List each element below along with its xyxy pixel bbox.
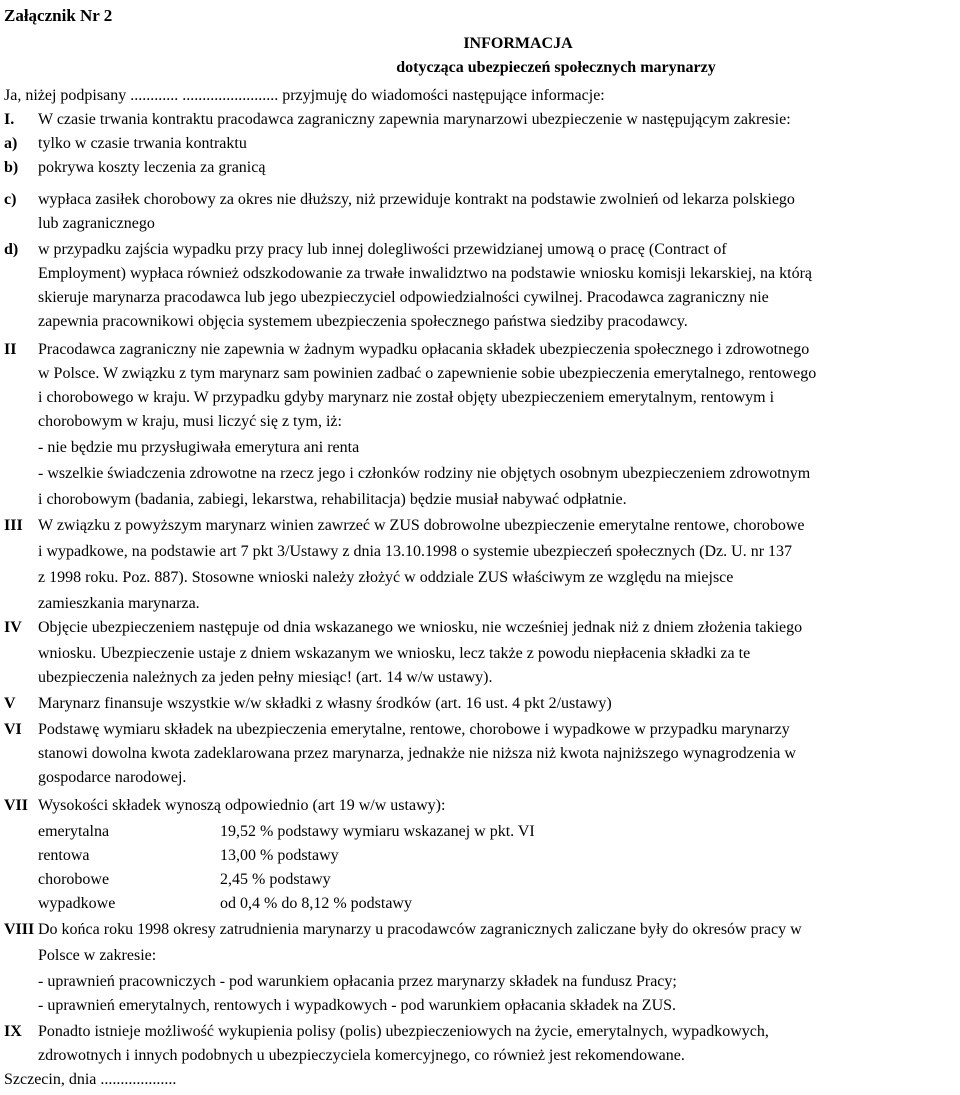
section-3-line-4: zamieszkania marynarza. bbox=[38, 595, 200, 612]
item-a-text: tylko w czasie trwania kontraktu bbox=[38, 135, 247, 152]
section-6-line-1: Podstawę wymiaru składek na ubezpieczenia emerytalne, rentowe, chorobowe i wypadkowe w przypadku marynarzy bbox=[38, 721, 790, 738]
section-8-line-1: Do końca roku 1998 okresy zatrudnienia marynarzy u pracodawców zagranicznych zaliczane były do okresów pracy w bbox=[38, 921, 802, 938]
item-c-line-1: wypłaca zasiłek chorobowy za okres nie dłuższy, niż przewiduje kontrakt na podstawie zwolnień od lekarza polskiego bbox=[38, 191, 795, 208]
item-d-line-1: w przypadku zajścia wypadku przy pracy lub innej dolegliwości przewidzianej umową o pracę (Contract of bbox=[38, 241, 727, 258]
section-9-line-1: Ponadto istnieje możliwość wykupienia polisy (polis) ubezpieczeniowych na życie, emerytalnych, wypadkowych, bbox=[38, 1023, 769, 1040]
item-d-line-4: zapewnia pracownikowi objęcia systemem ubezpieczenia społecznego państwa siedziby pracodawcy. bbox=[38, 313, 688, 330]
annex-label: Załącznik Nr 2 bbox=[4, 6, 113, 25]
section-8-line-3: - uprawnień pracowniczych - pod warunkiem opłacania przez marynarzy składek na fundusz Pracy; bbox=[38, 973, 677, 990]
section-2-line-3: i chorobowego w kraju. W przypadku gdyby marynarz nie został objęty ubezpieczeniem emerytalnym, rentowym i bbox=[38, 389, 775, 406]
section-8-line-4: - uprawnień emerytalnych, rentowych i wypadkowych - pod warunkiem opłacania składek na ZUS. bbox=[38, 997, 677, 1014]
section-8-number: VIII bbox=[4, 921, 35, 938]
section-9-number: IX bbox=[4, 1023, 22, 1040]
item-a-letter: a) bbox=[4, 135, 18, 152]
section-6-number: VI bbox=[4, 721, 22, 738]
item-d-line-3: skieruje marynarza pracodawca lub jego ubezpieczyciel odpowiedzialności cywilnej. Pracodawca zagraniczny nie bbox=[38, 289, 769, 306]
section-5-number: V bbox=[4, 695, 16, 712]
item-b-text: pokrywa koszty leczenia za granicą bbox=[38, 159, 266, 176]
section-4-line-3: ubezpieczenia należnych za jeden pełny miesiąc! (art. 14 w/w ustawy). bbox=[38, 669, 493, 686]
item-d-line-2: Employment) wypłaca również odszkodowanie za trwałe inwalidztwo na podstawie wniosku komisji lekarskiej, na którą bbox=[38, 265, 813, 282]
section-8-line-2: Polsce w zakresie: bbox=[38, 947, 157, 964]
section-2-line-6: - wszelkie świadczenia zdrowotne na rzecz jego i członków rodziny nie objętych osobnym ubezpieczeniem zdrowotnym bbox=[38, 465, 811, 482]
rate-value-emerytalna: 19,52 % podstawy wymiaru wskazanej w pkt. VI bbox=[220, 823, 535, 840]
section-1-text: W czasie trwania kontraktu pracodawca zagraniczny zapewnia marynarzowi ubezpieczenie w następującym zakresie: bbox=[38, 111, 791, 128]
section-4-line-1: Objęcie ubezpieczeniem następuje od dnia wskazanego we wniosku, nie wcześniej jednak niż z dniem złożenia takiego bbox=[38, 619, 803, 636]
section-9-line-2: zdrowotnych i innych podobnych u ubezpieczyciela komercyjnego, co również jest rekomendowane. bbox=[38, 1047, 685, 1064]
rate-value-wypadkowe: od 0,4 % do 8,12 % podstawy bbox=[220, 895, 412, 912]
rate-value-rentowa: 13,00 % podstawy bbox=[220, 847, 339, 864]
document-subtitle: dotycząca ubezpieczeń społecznych marynarzy bbox=[396, 59, 716, 76]
rate-name-rentowa: rentowa bbox=[38, 847, 90, 864]
rate-value-chorobowe: 2,45 % podstawy bbox=[220, 871, 331, 888]
intro-line: Ja, niżej podpisany ............ ........................ przyjmuję do wiadomości następujące informacje: bbox=[4, 87, 605, 104]
section-2-number: II bbox=[4, 341, 17, 358]
section-7-text: Wysokości składek wynoszą odpowiednio (art 19 w/w ustawy): bbox=[38, 797, 446, 814]
section-3-number: III bbox=[4, 517, 23, 534]
section-5-line-1: Marynarz finansuje wszystkie w/w składki z własny środków (art. 16 ust. 4 pkt 2/ustawy) bbox=[38, 695, 612, 712]
section-4-number: IV bbox=[4, 619, 22, 636]
document-title: INFORMACJA bbox=[463, 35, 573, 52]
section-2-line-4: chorobowym w kraju, musi liczyć się z tym, iż: bbox=[38, 413, 342, 430]
section-6-line-2: stanowi dowolna kwota zadeklarowana przez marynarza, jednakże nie niższa niż kwota najniższego wynagrodzenia w bbox=[38, 745, 796, 762]
section-2-line-2: w Polsce. W związku z tym marynarz sam powinien zadbać o zapewnienie sobie ubezpieczenia emerytalnego, rentowego bbox=[38, 365, 817, 382]
section-6-line-3: gospodarce narodowej. bbox=[38, 769, 187, 786]
place-date-line: Szczecin, dnia ................... bbox=[4, 1071, 177, 1088]
section-3-line-2: i wypadkowe, na podstawie art 7 pkt 3/Ustawy z dnia 13.10.1998 o systemie ubezpieczeń społecznych (Dz. U. nr 137 bbox=[38, 543, 793, 560]
section-2-line-1: Pracodawca zagraniczny nie zapewnia w żadnym wypadku opłacania składek ubezpieczenia społecznego i zdrowotnego bbox=[38, 341, 810, 358]
rate-name-wypadkowe: wypadkowe bbox=[38, 895, 116, 912]
section-3-line-3: z 1998 roku. Poz. 887). Stosowne wnioski należy złożyć w oddziale ZUS właściwym ze względu na miejsce bbox=[38, 569, 734, 586]
rate-name-chorobowe: chorobowe bbox=[38, 871, 110, 888]
item-c-line-2: lub zagranicznego bbox=[38, 215, 155, 232]
section-4-line-2: wniosku. Ubezpieczenie ustaje z dniem wskazanym we wniosku, lecz także z powodu niepłacenia składki za te bbox=[38, 645, 751, 662]
section-2-line-5: - nie będzie mu przysługiwała emerytura ani renta bbox=[38, 439, 360, 456]
item-d-letter: d) bbox=[4, 241, 19, 258]
item-b-letter: b) bbox=[4, 159, 19, 176]
rate-name-emerytalna: emerytalna bbox=[38, 823, 110, 840]
section-3-line-1: W związku z powyższym marynarz winien zawrzeć w ZUS dobrowolne ubezpieczenie emerytalne rentowe, chorobowe bbox=[38, 517, 805, 534]
section-7-number: VII bbox=[4, 797, 29, 814]
section-1-number: I. bbox=[4, 111, 15, 128]
item-c-letter: c) bbox=[4, 191, 17, 208]
section-2-line-7: i chorobowym (badania, zabiegi, lekarstwa, rehabilitacja) będzie musiał nabywać odpłatnie. bbox=[38, 491, 627, 508]
